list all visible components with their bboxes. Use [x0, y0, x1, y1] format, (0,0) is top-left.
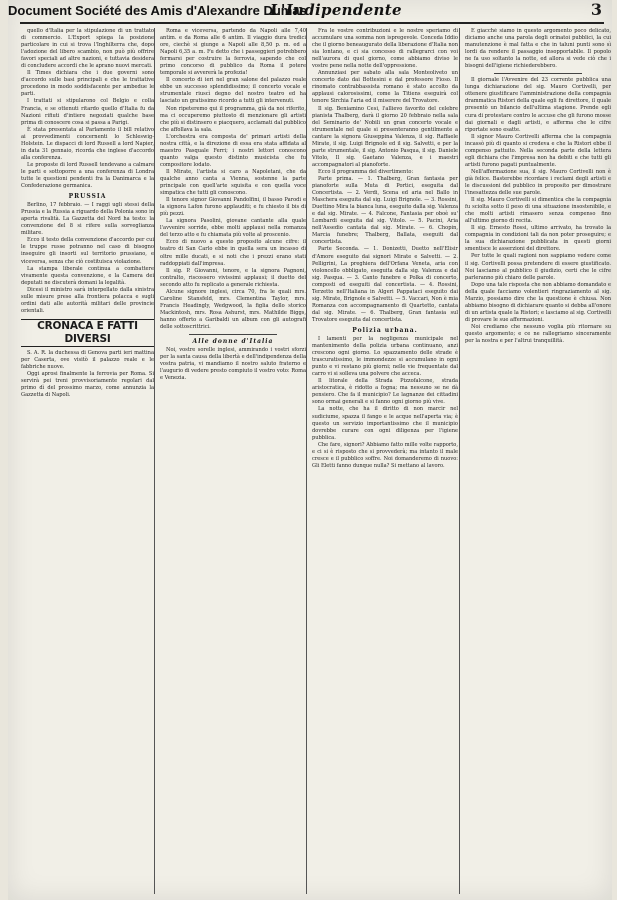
- paragraph: Nell'affermazione sua, il sig. Mauro Cortivelli non è già felice. Basterebbe ricordare i reclami degli artisti e le discussioni del pubblico in proposito per dimostrare l'inesattezza delle sue parole.: [465, 168, 611, 197]
- paragraph: Noi, vostre sorelle inglesi, ammirando i vostri sforzi per la santa causa della libertà e dell'indipendenza della vostra patria, vi mandiamo il nostro saluto fraterno e l'augurio di vedere presto compiuto il vostro voto: Roma e Venezia.: [160, 347, 306, 382]
- paragraph: Per tutte le quali ragioni non sappiamo vedere come il sig. Cortivelli possa pretendere di essere giustificato. Noi lasciamo al pubblico il giudizio, certi che le cifre parleranno più chiaro delle parole.: [465, 253, 611, 281]
- paragraph: Fra le vostre contribuzioni e le nostre speriamo di accumulare una somma non ispregevole. Conceda Iddio che il giorno beneaugurato della liberazione d'Italia non sia lontano, e ci sia concesso di rallegrarci con voi nell'aurora di quel giorno, come abbiamo diviso le vostre pene nella notte dell'oppressione.: [312, 28, 458, 70]
- section-heading-polizia: Polizia urbana.: [352, 326, 418, 334]
- paragraph: Il signor Mauro Cortivelli afferma che la compagnia incassò più di quanto si credeva e che la Ristori ebbe il compenso pattuito. Nella seconda parte della lettera egli dichiara che l'impresa non ha debiti e che tutti gli artisti furono pagati puntualmente.: [465, 133, 611, 168]
- paragraph: Ecco il testo della convenzione d'accordo per cui le truppe russe potranno nel caso di bisogno inseguire gli insorti sul territorio prussiano, e viceversa, senza che ciò costituisca violazione.: [21, 237, 154, 265]
- paragraph: Non ripeteremo qui il programma, già da noi riferito, ma ci occuperemo piuttosto di menzionare gli artisti che più si distinsero e piacquero, acclamati dal pubblico che affollava la sala.: [160, 105, 306, 133]
- column-1: [21, 28, 154, 894]
- column-3: [312, 28, 458, 894]
- paragraph: Il concerto di ieri nel gran salone del palazzo reale ebbe un successo splendidissimo; il concerto vocale e strumentale riuscì degno del nostro teatro ed ha lasciato un gratissimo ricordo a tutti gli intervenuti.: [160, 77, 306, 105]
- paragraph: Il sig. Mauro Cortivelli si dimentica che la compagnia fu sciolta sotto il peso di una situazione insostenibile, e che molti artisti rimasero senza compenso fino all'ultimo giorno di recita.: [465, 197, 611, 225]
- paragraph: Oggi aprosi finalmente la ferrovia per Roma. Si servirà pei treni provvisoriamente regolari dal primo dì del prossimo marzo, come annunzia la Gazzetta di Napoli.: [21, 371, 154, 399]
- paragraph: Il tenore signor Giovanni Pandolfini, il basso Parodi e la signora Lafon furono applauditi; e fu chiesto il bis di più pezzi.: [160, 197, 306, 218]
- paragraph: Dopo una tale risposta che non abbiamo domandato e della quale facciamo volentieri ringraziamento al sig. Marzio, possiamo dire che la questione è chiusa. Non abbiamo bisogno di dichiarare quanto si debba all'onore di un artista quale la Ristori; e lasciamo al sig. Cortivelli di provare le sue affermazioni.: [465, 281, 611, 323]
- paragraph: Il Times dichiara che i due governi sono d'accordo sulle basi principali e che le trattative procedono in modo soddisfacente per ambedue le parti.: [21, 70, 154, 98]
- paragraph: Il sig. Ernesto Rossi, ultimo arrivato, ha trovato la compagnia in condizioni tali da non poter proseguire; e la sua dichiarazione pubblicata in questi giorni smentisce le asserzioni del direttore.: [465, 225, 611, 253]
- column-divider: [459, 28, 460, 894]
- paragraph: Che fare, signori? Abbiamo fatto mille volte rapporto, e ci si è risposto che si provvederà; ma intanto il male cresce e il pubblico soffre. Noi domanderemo di nuovo: Gli Eletti fanno dunque nulla? Si mettano al lavoro.: [312, 441, 458, 469]
- newspaper-page: [8, 0, 612, 900]
- paragraph: Dicesi il ministro sarà interpellato dalla sinistra sulle misure prese alla frontiera polacca e sugli ordini dati alle autorità militari delle provincie orientali.: [21, 286, 154, 314]
- paragraph: Il sig. Beniamino Cesi, l'allievo favorito del celebre pianista Thalberg, darà il giorno 20 febbraio nella sala del Seminario de' Nobili un gran concerto vocale e strumentale nel quale si presenteranno gentilmente a cantare la signora Giuseppina Valenza, il sig. Raffaele Mirate, il sig. Luigi Brignole ed il sig. Salvetti, e per la parte strumentale, il sig. Antonio Pasqua, il sig. Daniele Vitolo, Il sig. Gaetano Valenza, e i maestri accompagnatori al pianoforte.: [312, 105, 458, 168]
- paragraph: S. A. R. la duchessa di Genova parti ieri mattina per Caserta, ove visitò il palazzo reale e le fabbriche nuove.: [21, 349, 154, 370]
- paragraph: I trattati si stipularono col Belgio e colla Francia, e se ottenuti ritardo quello d'Italia fu da Nazioni rifiuti d'intiere negoziati qualche base prima di conoscere cosa si passa a Parigi.: [21, 98, 154, 126]
- paragraph: Il litorale della Strada Pizzofalcone, strada aristocratica, è ridotto a fogna; ma nessuno se ne dà pensiero. Che fa il municipio? Le lagnanze dei cittadini sono ormai generali e si fanno ogni giorno più vive.: [312, 378, 458, 406]
- paragraph: La signora Pasolini, giovane cantante alla quale l'avvenire sorride, ebbe molti applausi nella romanza del terzo atto e fu chiamata più volte al proscenio.: [160, 218, 306, 239]
- paragraph: Il sig. P. Giovanni, tenore, e la signora Pagnoni, contralto, riscossero vivissimi applausi; il duetto del secondo atto fu replicato a generale richiesta.: [160, 267, 306, 288]
- column-divider: [154, 28, 155, 894]
- paragraph: Le proposte di lord Russell tendevano a calmare le parti e sottoporre a una conferenza di Londra tutte le questioni pendenti fra la Danimarca e la Confederazione germanica.: [21, 161, 154, 190]
- paragraph: La stampa liberale continua a combattere vivamente questa convenzione, e la Camera dei deputati ne discuterà domani la legalità.: [21, 265, 154, 286]
- section-title-cronaca: CRONACA E FATTI DIVERSI: [21, 319, 154, 347]
- column-4: [465, 28, 611, 894]
- separator-rule: [494, 73, 582, 74]
- watermark-label: Document Société des Amis d'Alexandre Dumas: [8, 3, 307, 18]
- paragraph: Noi crediamo che nessuno voglia più ritornare su questo argomento; e ce ne rallegriamo sinceramente per la nostra e per l'altrui tranquillità.: [465, 323, 611, 345]
- masthead: L'Indipendente: [270, 1, 402, 19]
- paragraph: I lamenti per la negligenza municipale nel mantenimento della polizia urbana continuano, anzi crescono ogni giorno. Lo spazzamento delle strade è trascuratissimo, le immondezze si accumulano in ogni punto e vi restano più giorni; nelle vie frequentate dal carro vi si solleva una polvere che acceca.: [312, 336, 458, 378]
- separator-rule: [189, 334, 277, 335]
- column-2: [160, 28, 306, 894]
- paragraph: Il Mirate, l'artista si caro a Napoletani, che da qualche anno canta a Vienna, sostenne la parte principale con quell'arte squisita e con quella voce simpatica che tutti gli conoscono.: [160, 168, 306, 197]
- paragraph: È stata presentata al Parlamento il bill relativo ai provvedimenti concernenti lo Schleswig-Holstein. Le dispacci di lord Russell a lord Napier, in data 31 gennaio, ricorda che inglese d'accordo alla conferenza.: [21, 126, 154, 161]
- section-heading-alle-donne: Alle donne d'Italia: [192, 338, 274, 346]
- column-divider: [306, 28, 307, 894]
- program-parte-seconda: Parte Seconda. — 1. Donizetti, Duetto nell'Elisir d'Amore eseguito dai signori Mirate e Salvetti. — 2. Pelligrini, La preghiera dell'Orfana Veneta, aria con violoncello obbligato, eseguita dalla sig. Valenza e dal sig. Pasqua. — 3. Canto funebre e Polka di concerto, composti ed eseguiti dal concertista. — 4. Rossini, Terzetto nell'Italiana in Algeri Pappataci eseguito dai sig. Mirate, Brignole e Salvetti. — 5. Vaccari, Non è mia Romanza con accompagnamento di Quartetto, cantata dal sig. Mirate. — 6. Thalberg, Gran fantasia sul Trovatore eseguita dal concertista.: [312, 246, 458, 323]
- paragraph: Ecco il programma del divertimento:: [318, 168, 414, 175]
- paragraph: Berlino, 17 febbraio. — I raggi ugli stessi della Prussia e la Russia a riguardo della Polonia sono in aperta rivalità. La Gazzetta del Nord ha testo: la convenzione del 8 si rifere sulla sorveglianza militare.: [21, 202, 154, 237]
- page-number: 3: [590, 0, 602, 19]
- section-heading-prussia: PRUSSIA: [68, 193, 107, 201]
- paragraph: quello d'Italia per la stipulazione di un trattato di commercio. L'Export spiega la posizione particolare in cui si trova l'Inghilterra che, dopo l'adozione del libero scambio, non può più offrire favori speciali ad altre nazioni, e tuttavia desidera di concludere accordi che le aprano nuovi mercati.: [21, 28, 154, 70]
- paragraph: E giacchè siamo in questo argomento poco delicato, diciamo anche una parola degli orinatoi pubblici, la cui manutenzione è mal fatta e che in taluni punti sono sì lordi da rendere il passaggio insopportabile. Il popolo ne fa uso soltanto la notte, ed allora si vede ciò che i bisogni dell'igiene richiederebbero.: [465, 28, 611, 70]
- program-parte-prima: Parte prima. — 1. Thalberg, Gran fantasia per pianoforte sulla Muta di Portici, eseguita dal Concertista. — 2. Verdi, Scena ed aria nel Ballo in Maschera eseguita dal sig. Luigi Brignole. — 3. Rossini, Duettino Mira la bianca luna, eseguito dalla sig. Valenza e dal sig. Mirate. — 4. Falcone, Fantasia per oboè su' Lombardi eseguita dal sig. Vitolo. — 5. Pacini, Aria nell'Assedio cantata dal sig. Mirate. — 6. Chopin, Marcia funebre; Thalberg, Ballata, eseguiti dal concertista.: [312, 175, 458, 246]
- paragraph: Il giornale l'Avvenire del 23 corrente pubblica una lunga dichiarazione del sig. Mauro Cortivelli, per ottenere giustificare l'amministrazione della compagnia drammatica Ristori della quale egli fu direttore, il quale presentò un bilancio dell'ultima stagione. Prende egli cura di protestare contro le accuse che gli furono mosse dai giornali e dagli artisti, e afferma che le cifre riportate sono esatte.: [465, 77, 611, 133]
- paragraph: Ecco di nuovo a questo proposito alcune cifre: il teatro di San Carlo ebbe in quella sera un incasso di oltre mille ducati, e si noti che i prezzi erano stati raddoppiati dall'impresa.: [160, 239, 306, 267]
- header-rule: [20, 22, 604, 24]
- paragraph: Alcune signore inglesi, circa 70, fra le quali mrs. Caroline Stansfeld, mrs. Clementina Taylor, mrs. Francis Headingly, Wedgwood, la figlia dello storico Mackintosh, mrs. Rosa Ashurst, mrs. Mathilde Biggs, hanno offerto a Garibaldi un album con gli autografi delle sottoscrittrici.: [160, 288, 306, 330]
- paragraph: La notte, che ha il diritto di non marcir nel sudiciume, spazza il fango e le acque nell'aperta via; è questo un servizio importantissimo che il municipio dovrebbe curare con ogni diligenza per l'igiene pubblica.: [312, 406, 458, 441]
- paragraph: Annunziasi per sabato alla sala Monteoliveto un concerto dato dai Bottesini e dal professore Fioso. Il rinomato contrabbassista romano è stato accolto da applausi calorosissimi, come la Titiens eseguirà col tenore Sirchia l'aria ed il miserere del Trovatore.: [312, 70, 458, 105]
- paragraph: L'orchestra era composta de' primari artisti della nostra città, e la direzione di essa era stata affidata al maestro Pasquale Ferri; i nostri lettori conoscono quanto valga questo distinto musicista che fu compositore lodato.: [160, 133, 306, 168]
- paragraph: Roma e viceversa, partendo da Napoli alle 7,40 antim. e da Roma alle 6 antim. Il viaggio dura tredici ore, ciechè si giunge a Napoli alle 8,50 p. m. ed a Napoli 6,35 a. m. Fu detto che i passeggieri potrebbero fermarsi per costruire la ferrovia, sapendo che col primo concorso di pubblico da Roma il potere temporale si avvererà la profezia!: [160, 28, 306, 77]
